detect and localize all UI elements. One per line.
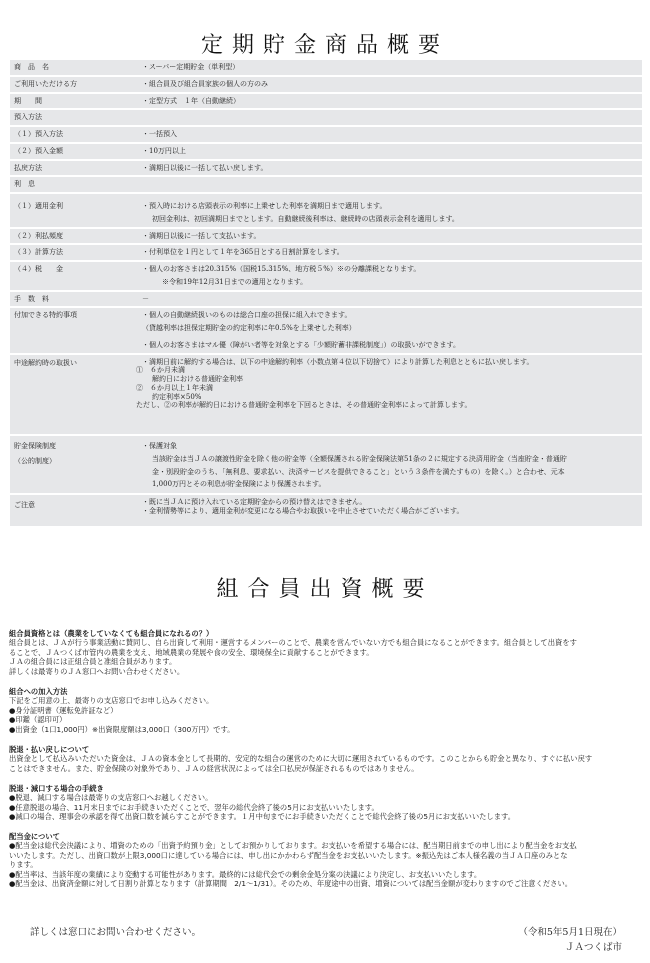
footer-date: （令和5年5月1日現在） bbox=[518, 927, 622, 938]
row-label: 払戻方法 bbox=[10, 161, 136, 176]
row-value: ・預入時における店頭表示の利率に上乗せした利率を満期日まで適用します。 bbox=[142, 202, 387, 210]
section-line: 下記をご用意の上、最寄りの支店窓口でお申し込みください。 bbox=[9, 696, 214, 706]
footer-org: ＪＡつくば市 bbox=[564, 942, 622, 953]
row-label: 貯金保険制度 bbox=[14, 442, 56, 450]
row-value: 初回金利は、初回満期日までとします。自動継続後利率は、継続時の店頭表示金利を適用します。 bbox=[152, 214, 459, 223]
row-value: （貸越利率は担保定期貯金の約定利率に年0.5%を上乗せした利率） bbox=[142, 324, 356, 332]
section-reduce bbox=[9, 784, 641, 822]
capital-title: 組合員出資概要 bbox=[216, 577, 434, 602]
row-notes bbox=[10, 495, 642, 526]
row-value: 当該貯金は当ＪＡの譲渡性貯金を除く他の貯金等（全額保護される貯金保険法第51条の２に規定する決済用貯金（当座貯金・普通貯 bbox=[152, 454, 567, 463]
row-value: 金・別段貯金のうち、「無利息、要求払い、決済サービスを提供できること」という３条件を満たすもの）を除く。）と合わせ、元本 bbox=[152, 467, 565, 476]
row-label: 利 息 bbox=[10, 177, 136, 192]
row-eligible bbox=[10, 77, 642, 92]
row-value: 解約日における普通貯金利率 bbox=[152, 375, 243, 383]
section-line: ●印鑑（認印可） bbox=[9, 715, 67, 725]
row-label: 期 間 bbox=[10, 94, 136, 109]
row-value: ② ６か月以上１年未満 bbox=[136, 383, 213, 392]
section-line: ●脱退、減口する場合は最寄りの支店窓口へお越しください。 bbox=[9, 793, 213, 803]
row-value: ・定型方式 １年（自動継続） bbox=[142, 96, 240, 105]
section-line: 詳しくは最寄りのＪＡ窓口へお問い合わせください。 bbox=[9, 666, 185, 676]
section-line: いいたします。ただし、出資口数が上限3,000口に達している場合には、申し出にかかわらず配当金をお支払いいたします。※振込先はご本人様名義の当ＪＡ口座のみとな bbox=[9, 850, 568, 860]
section-line: ●配当率は、当該年度の業績により変動する可能性があります。最終的には総代会での剰余金処分案の決議により決定し、お支払いいたします。 bbox=[9, 869, 482, 879]
footer-inquiry: 詳しくは窓口にお問い合わせください。 bbox=[30, 927, 202, 938]
row-interest-calc bbox=[10, 245, 642, 260]
row-value: － bbox=[142, 294, 149, 303]
row-label: ご注意 bbox=[10, 495, 136, 526]
row-value: 1,000万円とその利息が貯金保険により保護されます。 bbox=[152, 480, 326, 489]
section-line: ります。 bbox=[9, 860, 38, 870]
section-heading: 脱退・払い戻しについて bbox=[9, 745, 90, 754]
section-line: ●任意脱退の場合、11月末日までにお手続きいただくことで、翌年の総代会終了後の5月にお支払いいたします。 bbox=[9, 802, 379, 812]
row-fee bbox=[10, 292, 642, 307]
section-heading: 脱退・減口する場合の手続き bbox=[9, 784, 104, 793]
row-value: ・一括預入 bbox=[142, 130, 177, 138]
row-value: ・満期日以後に一括して支払います。 bbox=[142, 231, 261, 240]
row-label: （１）預入方法 bbox=[10, 127, 136, 142]
row-value: ・金利情勢等により、適用金利が変更になる場合やお取扱いを中止させていただく場合がございます。 bbox=[142, 506, 464, 515]
row-interest-freq bbox=[10, 229, 642, 244]
row-value: ・個人の自動継続扱いのものは総合口座の担保に組入れできます。 bbox=[142, 311, 352, 320]
row-interest-rate bbox=[10, 194, 642, 227]
row-value: ・既に当ＪＡに預け入れている定期貯金からの預け替えはできません。 bbox=[142, 498, 367, 506]
section-heading: 配当金について bbox=[9, 832, 60, 841]
row-value: ・組合員及び組合員家族の個人の方のみ bbox=[142, 79, 268, 88]
section-line: ＪＡの組合員には正組合員と准組合員があります。 bbox=[9, 657, 177, 667]
row-value: ただし、②の利率が解約日における普通貯金利率を下回るときは、その普通貯金利率によって計算します。 bbox=[136, 401, 472, 410]
section-line: ことはできません。また、貯金保険の対象外であり、ＪＡの経営状況によっては全口払戻が保証されるものではありません。 bbox=[9, 763, 419, 773]
row-label: 預入方法 bbox=[10, 110, 136, 125]
row-label: ご利用いただける方 bbox=[10, 77, 136, 92]
section-withdraw bbox=[9, 745, 641, 773]
section-line: 組合員とは、ＪＡが行う事業活動に賛同し、自ら出資して利用・運営するメンバーのことで、農業を営んでいない方でも組合員になることができます。組合員として出資をす bbox=[9, 638, 577, 648]
section-line: ることで、ＪＡつくば市管内の農業を支え、地域農業の発展や食の安全、環境保全に貢献することができます。 bbox=[9, 647, 374, 657]
row-value: ※令和19年12月31日までの適用となります。 bbox=[162, 277, 308, 286]
row-value: ・スーパー定期貯金（単利型） bbox=[142, 63, 240, 71]
row-value: ・保護対象 bbox=[142, 442, 177, 450]
row-interest-head bbox=[10, 177, 642, 192]
row-label: （４）税 金 bbox=[10, 262, 136, 290]
row-value: ・満期日以後に一括して払い戻します。 bbox=[142, 163, 268, 172]
row-tax bbox=[10, 262, 642, 290]
section-line: ●身分証明書（運転免許証など） bbox=[9, 705, 118, 715]
row-label: 付加できる特約事項 bbox=[10, 308, 136, 352]
section-line: ●配当金は総代会決議により、増資のための「出資予約預り金」としてお預かりしております。お支払いを希望する場合には、配当期日前までの申し出により配当金をお支払 bbox=[9, 841, 577, 851]
row-deposit-amount bbox=[10, 144, 642, 159]
section-line: ●配当金は、出資済金額に対して日割り計算となります（計算期間 2/1～1/31）。そのため、年度途中の出資、増資については配当金額が変わりますのでご注意ください。 bbox=[9, 879, 573, 889]
row-label: 手 数 料 bbox=[10, 292, 136, 307]
section-qualification bbox=[9, 629, 641, 676]
section-heading: 組合員資格とは（農業をしていなくても組合員になれるの？） bbox=[9, 629, 214, 638]
row-deposit-head bbox=[10, 110, 642, 125]
row-deposit-method bbox=[10, 127, 642, 142]
savings-title: 定期貯金商品概要 bbox=[200, 33, 449, 58]
row-early bbox=[10, 355, 642, 435]
section-line: ●出資金（1口1,000円）※出資限度額は3,000口（300万円）です。 bbox=[9, 724, 235, 734]
section-line: 出資金として払込みいただいた資金は、ＪＡの資本金として長期的、安定的な組合の運営のために大切に運用されているものです。このことからも貯金と異なり、すぐに払い戻す bbox=[9, 754, 593, 764]
row-value: ・個人のお客さまは20.315%（国税15.315%、地方税５%）※の分離課税となります。 bbox=[142, 265, 421, 273]
row-value: ・個人のお客さまはマル優（障がい者等を対象とする「少額貯蓄非課税制度」）の取扱いができます。 bbox=[142, 340, 460, 349]
row-label: （２）利払頻度 bbox=[10, 229, 136, 244]
row-label: （公的制度） bbox=[14, 456, 56, 465]
row-value: ① ６か月未満 bbox=[136, 366, 185, 375]
section-heading: 組合への加入方法 bbox=[9, 687, 68, 696]
row-label: （２）預入金額 bbox=[10, 144, 136, 159]
savings-spec-table bbox=[10, 58, 642, 528]
row-value: ・付利単位を１円として１年を365日とする日割計算をします。 bbox=[142, 248, 344, 257]
row-label: 中途解約時の取扱い bbox=[10, 355, 136, 435]
row-special bbox=[10, 308, 642, 352]
row-term bbox=[10, 94, 642, 109]
section-dividend bbox=[9, 832, 641, 889]
row-label: （１）適用金利 bbox=[10, 194, 136, 227]
section-line: ●減口の場合、理事会の承認を得て出資口数を減らすことができます。１月中旬までにお手続きいただくことで総代会終了後の5月にお支払いいたします。 bbox=[9, 812, 516, 822]
section-join bbox=[9, 687, 641, 734]
row-value: ・10万円以上 bbox=[142, 146, 186, 155]
row-value: ・満期日前に解約する場合は、以下の中途解約利率（小数点第４位以下切捨て）により計算した利息とともに払い戻します。 bbox=[142, 357, 534, 366]
row-value: 約定利率×50% bbox=[152, 392, 202, 401]
row-name bbox=[10, 60, 642, 75]
row-label: 商 品 名 bbox=[10, 60, 136, 75]
row-insurance bbox=[10, 436, 642, 493]
row-label: （３）計算方法 bbox=[10, 245, 136, 260]
row-payment bbox=[10, 161, 642, 176]
